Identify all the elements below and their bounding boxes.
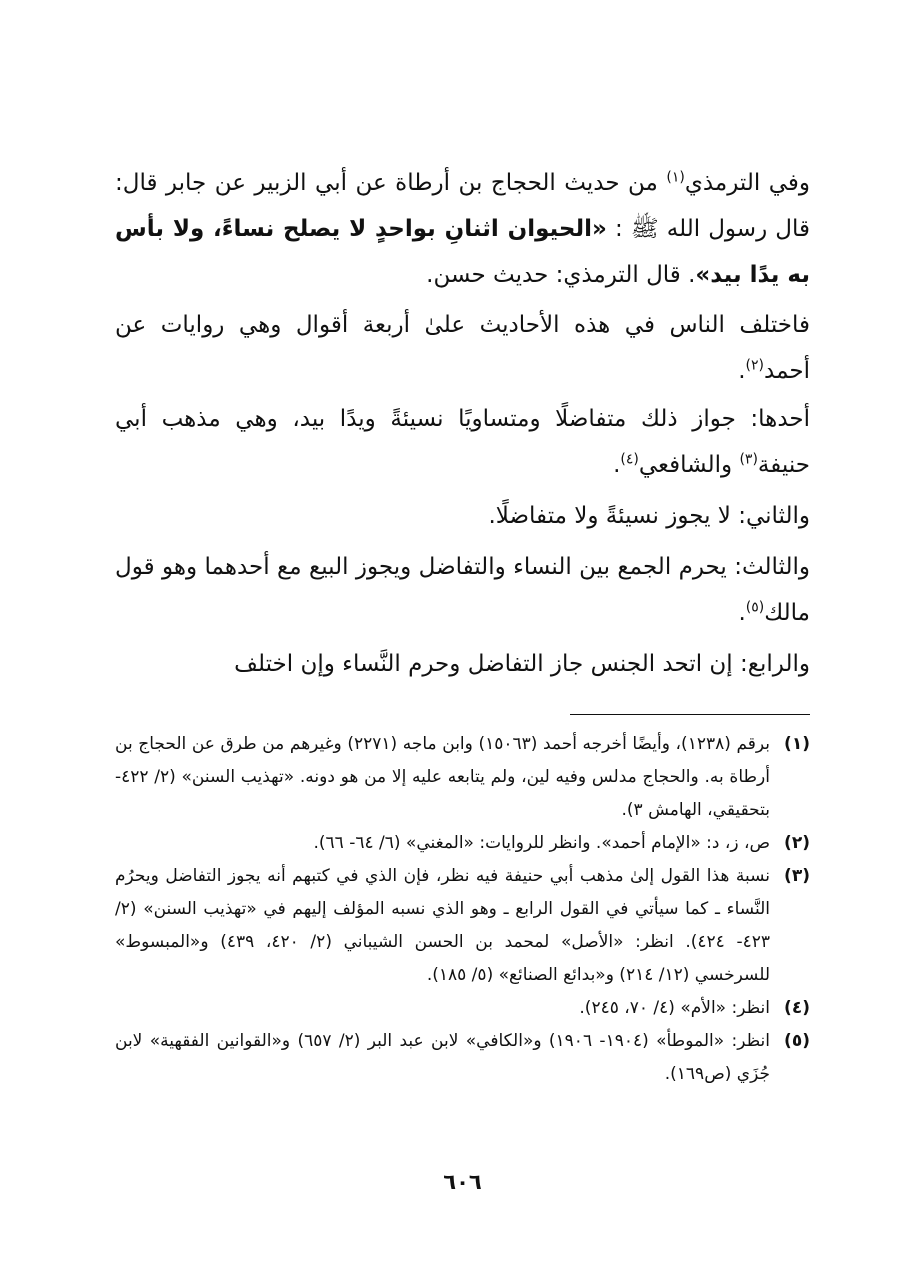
- paragraph-text: .: [738, 358, 746, 384]
- paragraph-text: فاختلف الناس في هذه الأحاديث علىٰ أربعة أقوال وهي روايات عن أحمد: [115, 312, 810, 384]
- footnote-text: انظر: «الأم» (٤/ ٧٠، ٢٤٥).: [579, 998, 770, 1018]
- paragraph-tirmidhi-hadith: [115, 160, 810, 298]
- paragraph-text: والشافعي: [638, 452, 740, 478]
- paragraph-text: وفي الترمذي: [684, 170, 810, 196]
- footnote-ref-3: (٣): [739, 451, 758, 468]
- paragraph-text: . قال الترمذي: حديث حسن.: [426, 262, 696, 288]
- paragraph-third-opinion: [115, 544, 810, 636]
- footnote-item: [115, 860, 810, 992]
- footnote-ref-2: (٢): [745, 357, 765, 374]
- footnote-ref-5: (٥): [745, 599, 765, 616]
- paragraph-text: أحدها: جواز ذلك متفاضلًا ومتساويًا نسيئةً ويدًا بيد، وهي مذهب أبي حنيفة: [115, 406, 810, 478]
- footnote-text: نسبة هذا القول إلىٰ مذهب أبي حنيفة فيه نظر، فإن الذي في كتبهم أنه يجوز التفاضل ويحرُم النَّساء ـ كما سيأتي في القول الرابع ـ وهو الذي نسبه المؤلف إليهم في «تهذيب السنن» (٢/ ٤٢٣- ٤٢٤). انظر: «الأصل» لمحمد بن الحسن الشيباني (٢/ ٤٢٠، ٤٣٩) و«المبسوط» للسرخسي (١٢/ ٢١٤) و«بدائع الصنائع» (٥/ ١٨٥).: [115, 866, 770, 985]
- footnote-ref-4: (٤): [620, 451, 639, 468]
- footnote-item: [115, 1025, 810, 1091]
- footnote-item: [115, 992, 810, 1025]
- book-page: [115, 150, 810, 1240]
- footnote-number: (٢): [784, 833, 810, 853]
- page-number: ٦٠٦: [443, 1170, 482, 1194]
- paragraph-opinions-intro: [115, 302, 810, 394]
- paragraph-first-opinion: [115, 396, 810, 488]
- footnote-number: (٥): [784, 1031, 810, 1051]
- paragraph-text: .: [738, 600, 746, 626]
- footnote-text: ص، ز، د: «الإمام أحمد». وانظر للروايات: «المغني» (٦/ ٦٤- ٦٦).: [313, 833, 770, 853]
- footnote-text: انظر: «الموطأ» (١٩٠٤- ١٩٠٦) و«الكافي» لابن عبد البر (٢/ ٦٥٧) و«القوانين الفقهية» لابن جُزَي (ص١٦٩).: [115, 1031, 770, 1084]
- footnote-number: (١): [784, 734, 810, 754]
- footnote-number: (٤): [784, 998, 810, 1018]
- paragraph-text: .: [613, 452, 621, 478]
- footnote-item: [115, 827, 810, 860]
- paragraph-fourth-opinion: والرابع: إن اتحد الجنس جاز التفاضل وحرم النَّساء وإن اختلف: [234, 651, 810, 677]
- footnote-ref-1: (١): [666, 169, 685, 186]
- paragraph-text: والثالث: يحرم الجمع بين النساء والتفاضل ويجوز البيع مع أحدهما وهو قول مالك: [115, 554, 810, 626]
- paragraph-text: من حديث الحجاج بن أرطاة عن أبي الزبير عن جابر قال: قال رسول الله ﷺ :: [115, 170, 810, 242]
- footnote-text: برقم (١٢٣٨)، وأيضًا أخرجه أحمد (١٥٠٦٣) وابن ماجه (٢٢٧١) وغيرهم من طرق عن الحجاج بن أرطاة به. والحجاج مدلس وفيه لين، ولم يتابعه عليه إلا من هو دونه. «تهذيب السنن» (٢/ ٤٢٢- بتحقيقي، الهامش ٣).: [115, 734, 770, 820]
- footnotes: [115, 728, 810, 1091]
- hadith-quote: «الحيوان اثنانِ بواحدٍ لا يصلح نساءً، ولا بأس به يدًا بيد»: [115, 216, 810, 288]
- footnote-separator: [570, 714, 810, 715]
- paragraph-second-opinion: والثاني: لا يجوز نسيئةً ولا متفاضلًا.: [488, 503, 810, 529]
- footnote-number: (٣): [784, 866, 810, 886]
- footnote-item: [115, 728, 810, 827]
